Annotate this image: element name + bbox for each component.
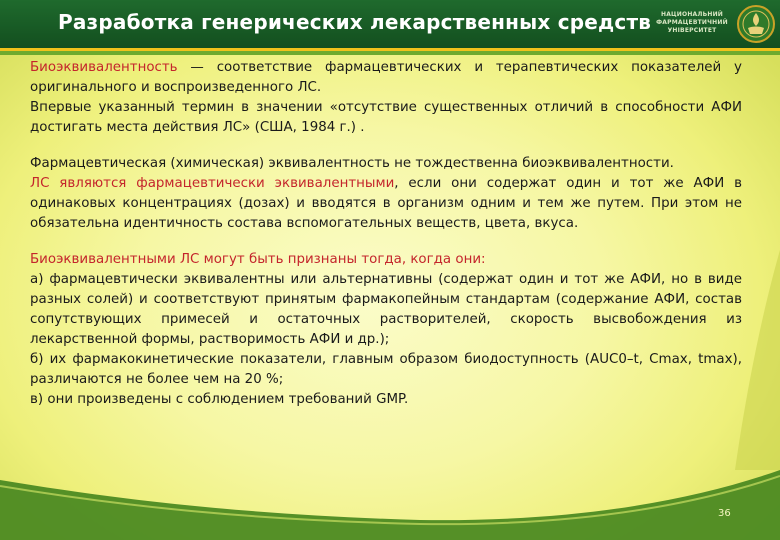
slide-content [30,58,742,410]
definition-text: соответствие фармацевтических и терапевтических показателей у оригинального и воспроизведенного ЛС. [30,60,742,95]
equivalence-sentence: Фармацевтическая (химическая) эквивалентность не тождественна биоэквивалентности. [30,156,674,171]
paragraph-bioequivalence-criteria [30,250,742,410]
page-number: 36 [718,508,731,519]
university-logo-text: НАЦИОНАЛЬНИЙ ФАРМАЦЕВТИЧНИЙ УНІВЕРСИТЕТ [656,11,728,34]
criteria-item-b: б) их фармакокинетические показатели, главным образом биодоступность (AUC0–t, Cmax, tmax), различаются не более чем на 20 %; [30,352,742,387]
paragraph-bioequivalence-definition [30,58,742,138]
equivalence-conditions: , если они содержат один и тот же АФИ в одинаковых концентрациях (дозах) и вводятся в организм одним и тем же путем. При этом не обязательна идентичность состава вспомогательных веществ, цвета, вкуса. [30,176,742,231]
paragraph-pharmaceutical-equivalence [30,154,742,234]
university-emblem-icon [736,4,776,44]
criteria-item-c: в) они произведены с соблюдением требований GMP. [30,392,409,407]
pharmaceutical-equivalent-term: ЛС являются фармацевтически эквивалентными [30,176,395,191]
header-green-line [0,51,780,55]
history-text: Впервые указанный термин в значении «отсутствие существенных отличий в способности АФИ достигать места действия ЛС» (США, 1984 г.) . [30,100,742,135]
term-bioequivalence: Биоэквивалентность [30,60,178,75]
criteria-item-a: а) фармацевтически эквивалентны или альтернативны (содержат один и тот же АФИ, но в виде разных солей) и соответствуют принятым фармакопейным стандартам (содержание АФИ, состав сопутствующих примесей и остаточных растворителей, скорость высвобождения из лекарственной формы, растворимость АФИ и др.); [30,272,742,347]
term-dash: — [177,60,217,75]
header-bar [0,0,780,48]
page-title: Разработка генерических лекарственных средств [58,10,652,34]
criteria-heading: Биоэквивалентными ЛС могут быть признаны тогда, когда они: [30,252,486,267]
